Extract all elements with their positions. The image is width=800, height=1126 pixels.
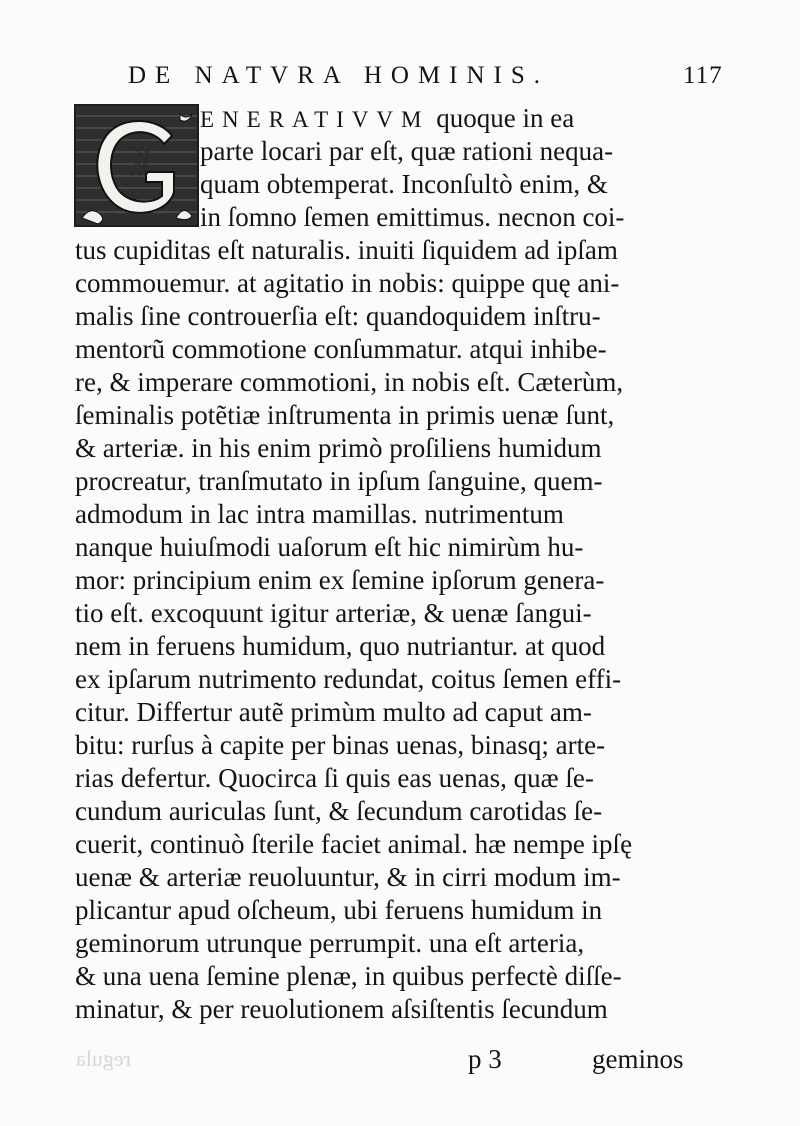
bleedthrough-text: regula xyxy=(76,1046,131,1071)
text-line: citur. Differtur autẽ primùm multo ad caput am- xyxy=(75,697,592,727)
running-head xyxy=(128,62,728,96)
text-line: & arteriæ. in his enim primò proſiliens humidum xyxy=(75,433,602,463)
text-line: tus cupiditas eſt naturalis. inuiti ſiquidem ad ipſam xyxy=(75,235,618,265)
woodcut-initial-svg xyxy=(76,106,197,225)
text-line: re, & imperare commotioni, in nobis eſt. Cæterùm, xyxy=(75,367,624,397)
text-line: bitu: rurſus à capite per binas uenas, binasq; arte- xyxy=(75,730,606,760)
catchword: geminos xyxy=(592,1044,684,1074)
text-line: in ſomno ſemen emittimus. necnon coi- xyxy=(200,202,625,232)
running-head-title: DE NATVRA HOMINIS. xyxy=(128,62,550,89)
text-line: nem in feruens humidum, quo nutriantur. at quod xyxy=(75,631,606,661)
text-line: admodum in lac intra mamillas. nutrimentum xyxy=(75,499,564,529)
text-line: nanque huiuſmodi uaſorum eſt hic nimirùm hu- xyxy=(75,532,584,562)
text-line-1 xyxy=(200,102,574,136)
text-line: procreatur, tranſmutato in ipſum ſanguine, quem- xyxy=(75,466,603,496)
text-line: malis ſine controuerſia eſt: quandoquidem inſtru- xyxy=(75,301,601,331)
text-line: ſeminalis potẽtiæ inſtrumenta in primis uenæ ſunt, xyxy=(75,400,615,430)
text-line: commouemur. at agitatio in nobis: quippe quę ani- xyxy=(75,268,620,298)
text-line: ex ipſarum nutrimento redundat, coitus ſemen effi- xyxy=(75,664,622,694)
text-line: mentorũ commotione conſummatur. atqui inhibe- xyxy=(75,334,607,364)
text-line: plicantur apud oſcheum, ubi feruens humidum in xyxy=(75,895,603,925)
text-line: cuerit, continuò ſterile faciet animal. hæ nempe ipſę xyxy=(75,829,633,859)
text-line: cundum auriculas ſunt, & ſecundum carotidas ſe- xyxy=(75,796,603,826)
text-line: quam obtemperat. Inconſultò enim, & xyxy=(200,169,608,199)
text-line: minatur, & per reuolutionem aſsiſtentis ſecundum xyxy=(75,994,608,1024)
text-line-1-rest: quoque in ea xyxy=(429,103,575,133)
decorated-initial-g-icon xyxy=(74,104,199,227)
text-line: rias defertur. Quocirca ſi quis eas uenas, quæ ſe- xyxy=(75,763,594,793)
text-line: mor: principium enim ex ſemine ipſorum genera- xyxy=(75,565,605,595)
initial-capitals: ENERATIVVM xyxy=(200,107,430,132)
text-line: tio eſt. excoquunt igitur arteriæ, & uenæ ſangui- xyxy=(75,598,592,628)
text-line: parte locari par eſt, quæ rationi nequa- xyxy=(200,136,614,166)
signature-mark: p 3 xyxy=(468,1044,502,1074)
text-line: & una uena ſemine plenæ, in quibus perfectè diſſe- xyxy=(75,961,622,991)
text-line: geminorum utrunque perrumpit. una eſt arteria, xyxy=(75,928,585,958)
text-line: uenæ & arteriæ reuoluuntur, & in cirri modum im- xyxy=(75,862,621,892)
page-number: 117 xyxy=(683,62,723,89)
